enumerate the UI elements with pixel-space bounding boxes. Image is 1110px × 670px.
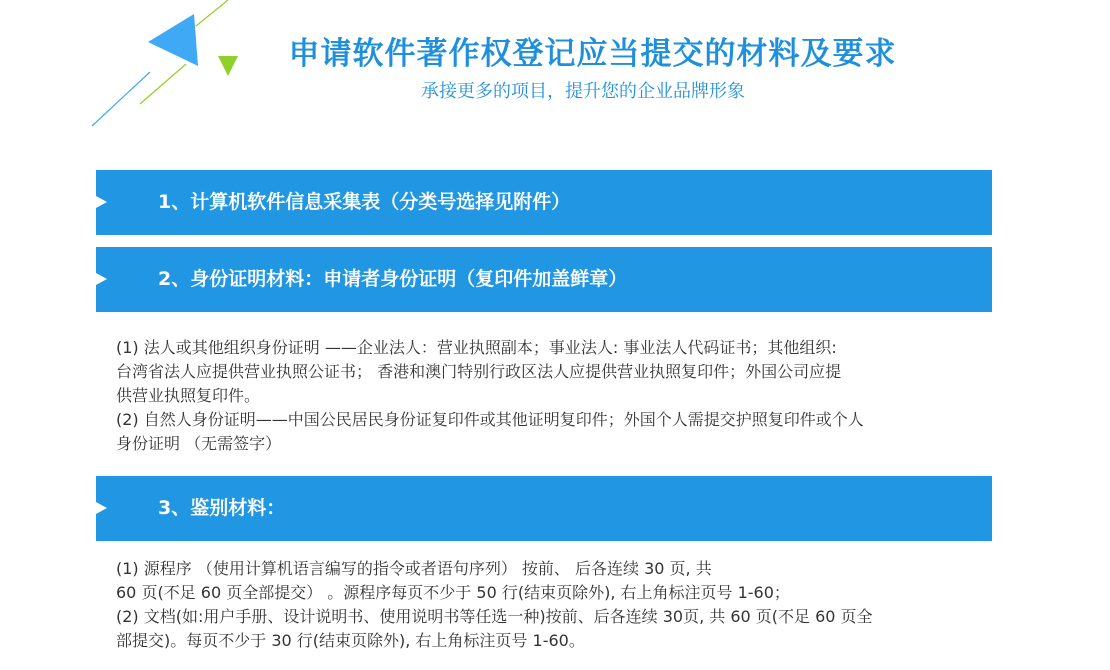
arrow-right-icon	[96, 273, 107, 285]
section-header-2	[96, 247, 992, 312]
section-label-3: 3、鉴别材料：	[158, 497, 286, 519]
arrow-right-icon	[96, 502, 107, 514]
body-line: (1) 源程序 （使用计算机语言编写的指令或者语句序列） 按前、 后各连续 30 页, 共	[116, 559, 712, 578]
arrow-right-icon	[96, 196, 107, 208]
body-line: 60 页(不足 60 页全部提交） 。源程序每页不少于 50 行(结束页除外), 右上角标注页号 1-60；	[116, 583, 790, 602]
body-line: 供营业执照复印件。	[116, 386, 261, 405]
body-line: 台湾省法人应提供营业执照公证书； 香港和澳门特别行政区法人应提供营业执照复印件；外国公司应提	[116, 362, 842, 381]
body-line: (2) 自然人身份证明——中国公民居民身份证复印件或其他证明复印件；外国个人需提交护照复印件或个人	[116, 410, 864, 429]
body-line: (2) 文档(如:用户手册、设计说明书、使用说明书等任选一种)按前、后各连续 30页, 共 60 页(不足 60 页全	[116, 607, 873, 626]
section-3-body	[116, 557, 976, 653]
section-2-body	[116, 336, 976, 456]
deco-line-green-1	[196, 0, 228, 26]
section-label-2: 2、身份证明材料：申请者身份证明（复印件加盖鲜章）	[158, 268, 628, 290]
page-title: 申请软件著作权登记应当提交的材料及要求	[288, 36, 897, 72]
section-header-1	[96, 170, 992, 235]
body-line: (1) 法人或其他组织身份证明 ——企业法人：营业执照副本；事业法人: 事业法人代码证书；其他组织:	[116, 338, 837, 357]
section-label-1: 1、计算机软件信息采集表（分类号选择见附件）	[158, 191, 571, 213]
section-header-3	[96, 476, 992, 541]
body-line: 部提交)。每页不少于 30 行(结束页除外), 右上角标注页号 1-60。	[116, 631, 585, 650]
page-subtitle: 承接更多的项目，提升您的企业品牌形象	[421, 81, 745, 102]
body-line: 身份证明 （无需签字）	[116, 434, 282, 453]
